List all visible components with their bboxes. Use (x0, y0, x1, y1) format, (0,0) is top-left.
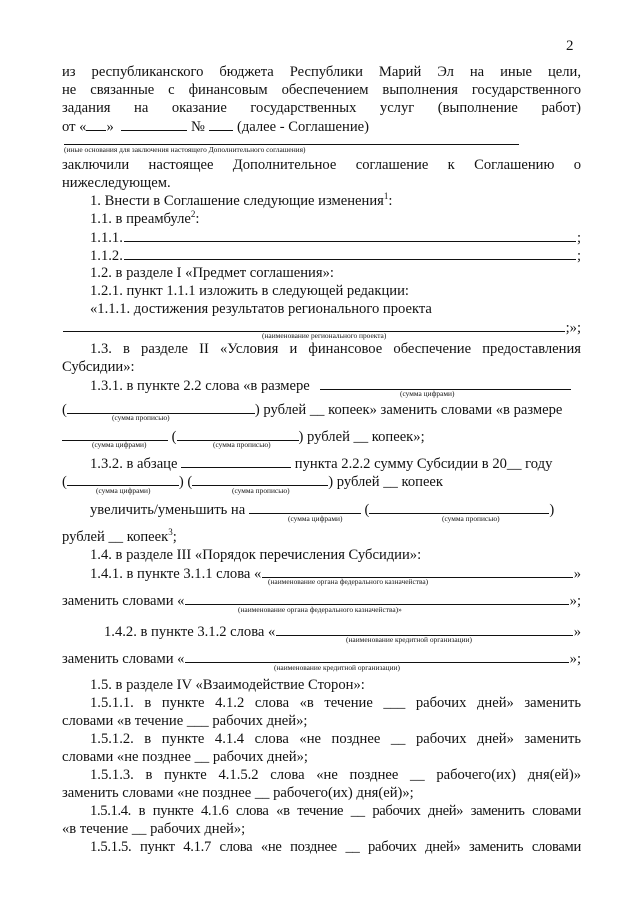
item-1-1: 1.1. в преамбуле$^2$: (90, 209, 200, 227)
blank-line[interactable] (62, 427, 168, 441)
replace-line: заменить словами « »; (62, 593, 581, 609)
field-hint: (сумма цифрами) (400, 389, 455, 398)
item-1-4: 1.4. в разделе III «Порядок перечисления Субсидии»: (90, 547, 422, 563)
field-hint: (наименование регионального проекта) (262, 331, 387, 340)
project-name-line: ;»; (62, 318, 581, 337)
blank-line[interactable] (262, 564, 572, 578)
field-hint: (сумма цифрами) (96, 486, 151, 495)
date-day-blank[interactable] (86, 117, 106, 131)
date-blank[interactable] (121, 117, 187, 131)
item-1-5-1-5: 1.5.1.5. пункт 4.1.7 слова «не позднее __ рабочих дней» заменить словами (90, 839, 581, 855)
item-1-3-2: 1.3.2. в абзаце пункта 2.2.2 сумму Субсидии в 20__ году (90, 456, 553, 472)
text-line: «в течение __ рабочих дней»; (62, 821, 246, 837)
field-hint: (сумма прописью) (112, 413, 170, 422)
field-hint: (наименование кредитной организации) (274, 663, 400, 672)
blank-line[interactable] (177, 427, 299, 441)
footnote-ref: 2 (190, 209, 196, 219)
sum-words-line: ( ) рублей __ копеек» заменить словами «в размере (62, 402, 563, 418)
blank-line[interactable] (192, 472, 328, 486)
blank-line[interactable] (67, 400, 255, 414)
agreement-reference-line: от « » № (далее - Соглашение) (62, 119, 369, 135)
blank-line[interactable] (185, 591, 568, 605)
item-1: 1. Внести в Соглашение следующие изменения$^1$: (90, 191, 393, 209)
page-number: 2 (566, 38, 574, 54)
field-hint: (сумма прописью) (232, 486, 290, 495)
item-1-4-1: 1.4.1. в пункте 3.1.1 слова « » (90, 566, 581, 582)
item-1-1-1-text: «1.1.1. достижения результатов регионального проекта (90, 301, 432, 317)
field-hint: (сумма цифрами) (92, 440, 147, 449)
text-line: Субсидии»: (62, 359, 135, 375)
text-line: рублей __ копеек$^3$; (62, 527, 177, 545)
field-hint: (наименование органа федерального казначейства) (268, 577, 429, 586)
item-1-5: 1.5. в разделе IV «Взаимодействие Сторон»: (90, 677, 365, 693)
item-1-1-2: 1.1.2. ; (90, 248, 581, 264)
sum-line: ( ) рублей __ копеек»; (62, 427, 581, 446)
blank-line[interactable] (124, 246, 576, 260)
blank-line[interactable] (124, 228, 576, 242)
blank-line[interactable] (67, 472, 179, 486)
item-1-2-1: 1.2.1. пункт 1.1.1 изложить в следующей редакции: (90, 283, 409, 299)
field-hint: (наименование кредитной организации) (346, 635, 472, 644)
replace-line: заменить словами « »; (62, 651, 581, 667)
sum-line: ( ) ( ) рублей __ копеек (62, 474, 443, 490)
text-line: заключили настоящее Дополнительное соглашение к Соглашению о (62, 157, 581, 173)
item-1-1-1: 1.1.1. ; (90, 230, 581, 246)
increase-line: увеличить/уменьшить на ( ) (90, 502, 555, 518)
text-line: задания на оказание государственных услуг (выполнение работ) (62, 100, 581, 116)
blank-line[interactable] (181, 454, 291, 468)
field-hint: (сумма цифрами) (288, 514, 343, 523)
footnote-ref: 1 (383, 191, 389, 201)
blank-line[interactable] (185, 649, 568, 663)
item-1-3: 1.3. в разделе II «Условия и финансовое обеспечение предоставления (90, 341, 581, 357)
field-hint: (наименование органа федерального казначейства)» (238, 605, 402, 614)
item-1-2: 1.2. в разделе I «Предмет соглашения»: (90, 265, 334, 281)
blank-line[interactable] (369, 500, 549, 514)
blank-line[interactable] (276, 622, 572, 636)
footnote-ref: 3 (168, 527, 173, 537)
item-1-5-1-2: 1.5.1.2. в пункте 4.1.4 слова «не позднее __ рабочих дней» заменить (90, 731, 581, 747)
blank-line[interactable] (63, 318, 565, 332)
blank-line[interactable] (249, 500, 361, 514)
item-1-5-1-4: 1.5.1.4. в пункте 4.1.6 слова «в течение __ рабочих дней» заменить словами (90, 803, 581, 819)
text-line: заменить словами «не позднее __ рабочего(их) дня(ей)»; (62, 785, 414, 801)
field-hint: (сумма прописью) (213, 440, 271, 449)
field-hint: (сумма прописью) (442, 514, 500, 523)
text-line: нижеследующем. (62, 175, 171, 191)
item-1-3-1: 1.3.1. в пункте 2.2 слова «в размере (62, 376, 581, 395)
field-hint: (иные основания для заключения настоящего Дополнительного соглашения) (64, 145, 306, 154)
item-1-4-2: 1.4.2. в пункте 3.1.2 слова « » (104, 624, 581, 640)
text-line: словами «в течение ___ рабочих дней»; (62, 713, 308, 729)
text-line: словами «не позднее __ рабочих дней»; (62, 749, 308, 765)
number-blank[interactable] (209, 117, 233, 131)
blank-line[interactable] (320, 376, 571, 390)
text-line: не связанные с финансовым обеспечением выполнения государственного (62, 82, 581, 98)
item-1-5-1-3: 1.5.1.3. в пункте 4.1.5.2 слова «не позднее __ рабочего(их) дня(ей)» (90, 767, 581, 783)
item-1-5-1-1: 1.5.1.1. в пункте 4.1.2 слова «в течение ___ рабочих дней» заменить (90, 695, 581, 711)
text-line: из республиканского бюджета Республики Марий Эл на иные цели, (62, 64, 581, 80)
